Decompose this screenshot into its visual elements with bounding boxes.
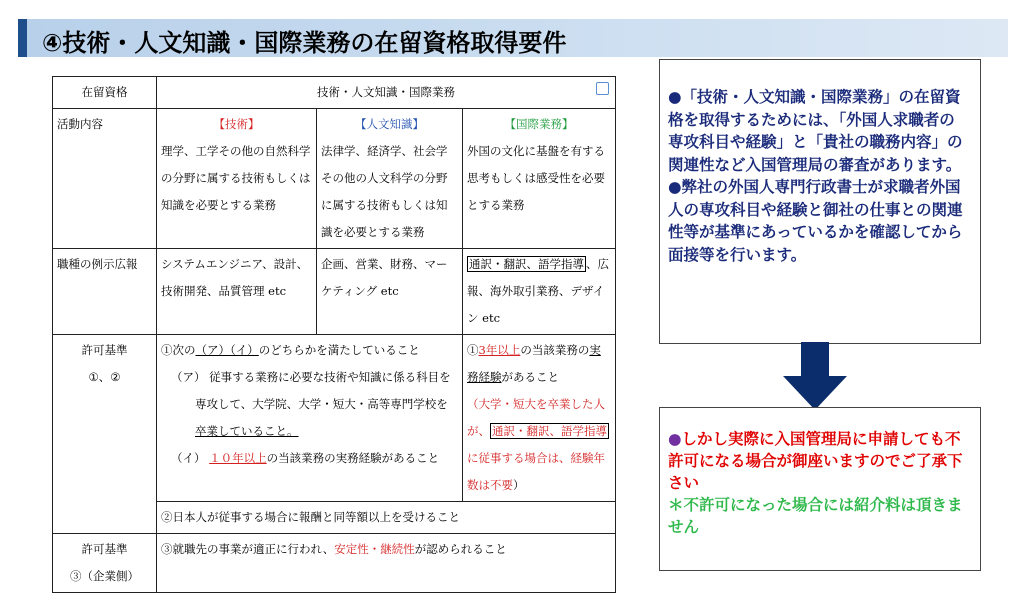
permit-e-line: [467, 391, 611, 499]
permit2-label-cell: [53, 534, 157, 593]
category-international: 【国際業務】: [504, 117, 574, 131]
jobs-label: 職種の例示広報: [53, 249, 157, 335]
permit-a-line: [161, 337, 458, 364]
permit1-row: [53, 335, 616, 502]
permit2-label: 許可基準: [81, 542, 128, 556]
warning-text: しかし実際に入国管理局に申請しても不許可になる場合が御座いますのでご了承下さい: [668, 430, 963, 492]
page-title: ④技術・人文知識・国際業務の在留資格取得要件: [42, 29, 567, 57]
activity-row: [53, 109, 616, 249]
jobs-boxed-text: 通訳・翻訳、語学指導: [469, 257, 584, 271]
permit2-row: [53, 534, 616, 593]
header-right-label: 技術・人文知識・国際業務: [317, 85, 455, 99]
warning-bullet: ●: [668, 430, 682, 448]
permit-d-red: 3年以上: [478, 343, 521, 357]
permit-d-end: があること: [501, 370, 559, 384]
down-arrow-icon: [783, 342, 847, 410]
permit-a-pre: ①次の: [161, 343, 196, 357]
permit-d-underlined: 実務経験: [467, 343, 601, 384]
permit-c-red: １０年以上: [209, 451, 267, 465]
permit-a-underlined: （ア）（イ）: [195, 343, 259, 357]
activity-label: 活動内容: [53, 109, 157, 249]
permit-d-pre: ①: [467, 343, 479, 357]
permit1-cond-b: [463, 335, 616, 502]
permit1-cond-a: [157, 335, 463, 502]
permit-e-box: 通訳・翻訳、語学指導: [492, 424, 607, 438]
permit-g: [157, 534, 616, 593]
requirements-table: [52, 76, 615, 583]
jobs-tech: システムエンジニア、設計、技術開発、品質管理 etc: [157, 249, 317, 335]
permit1-label-cell: [53, 335, 157, 534]
permit1-sub: ①、②: [88, 370, 121, 384]
permit-g-red: 安定性・継続性: [334, 542, 415, 556]
permit-e-red2: に従事する場合は、経験年数は不要: [467, 451, 605, 492]
activity-international-text: 外国の文化に基盤を有する思考もしくは感受性を必要とする業務: [467, 144, 605, 212]
activity-cell-international: [463, 109, 616, 249]
activity-cell-humanities: [317, 109, 463, 249]
permit-b-text: （ア） 従事する業務に必要な技術や知識に係る科目を専攻して、大学院、大学・短大・高等専門学校を: [171, 370, 451, 411]
permit-e-end: ）: [513, 478, 525, 492]
title-accent: [18, 19, 27, 57]
header-left: 在留資格: [53, 77, 157, 109]
permit-d-line: [467, 337, 611, 391]
jobs-international-rest: 、広報、海外取引業務、デザイン etc: [467, 257, 609, 325]
permit-d-post: の当該業務の: [520, 343, 590, 357]
activity-humanities-text: 法律学、経済学、社会学その他の人文科学の分野に属する技術もしくは知識を必要とする業務: [321, 144, 448, 239]
activity-cell-tech: [157, 109, 317, 249]
permit-e-red: （大学・短大を卒業した人が、: [467, 397, 605, 438]
info-note-p1: ●「技術・人文知識・国際業務」の在留資格を取得するためには、「外国人求職者の専攻科目や経験」と「貴社の職務内容」の関連性など入国管理局の審査があります。: [668, 88, 963, 174]
info-note-p2: ●弊社の外国人専門行政書士が求職者外国人の専攻科目や経験と御社の仕事との関連性等が基準にあっているかを確認してから面接等を行います。: [668, 178, 963, 264]
category-tech: 【技術】: [213, 117, 260, 131]
permit-c-post: の当該業務の実務経験があること: [266, 451, 440, 465]
category-humanities: 【人文知識】: [355, 117, 424, 131]
permit-b-line: [161, 364, 458, 445]
permit1-label: 許可基準: [81, 343, 128, 357]
jobs-row: [53, 249, 616, 335]
info-note: [659, 59, 981, 344]
permit-a-post: のどちらかを満たしていること: [258, 343, 420, 357]
table-header-row: [53, 77, 616, 109]
activity-tech-text: 理学、工学その他の自然科学の分野に属する技術もしくは知識を必要とする業務: [161, 144, 311, 212]
warning-fee-note: ＊不許可になった場合には紹介料は頂きません: [668, 496, 963, 536]
permit-c-pre: （イ）: [171, 451, 210, 465]
permit-g-post: が認められること: [414, 542, 507, 556]
warning-note: [659, 407, 981, 571]
permit2-sub: ③（企業側）: [70, 569, 139, 583]
jobs-international: [463, 249, 616, 335]
permit-g-pre: ③就職先の事業が適正に行われ、: [161, 542, 335, 556]
header-right: [157, 77, 616, 109]
permit-f: ②日本人が従事する場合に報酬と同等額以上を受けること: [157, 502, 616, 534]
permit-b-underlined: 卒業していること。: [195, 424, 299, 438]
scan-icon[interactable]: [596, 82, 609, 95]
title-bar: [18, 19, 1008, 57]
jobs-humanities: 企画、営業、財務、マーケティング etc: [317, 249, 463, 335]
permit-c-line: [161, 445, 458, 472]
